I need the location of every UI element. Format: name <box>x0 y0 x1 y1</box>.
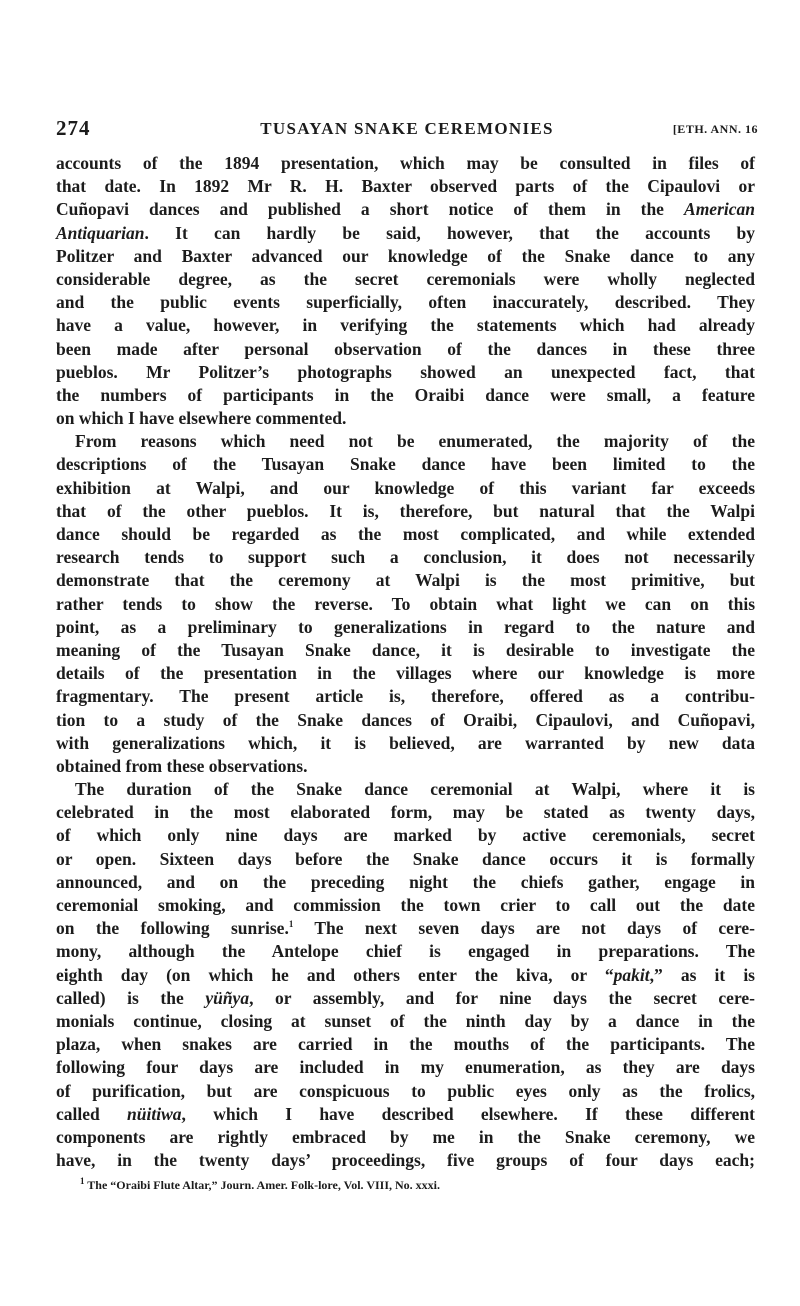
text-line: point, as a preliminary to generalizations in regard to the nature and <box>56 616 755 637</box>
text-line: fragmentary. The present article is, therefore, offered as a contribu- <box>56 686 755 707</box>
text-line: meaning of the Tusayan Snake dance, it is desirable to investigate the <box>56 639 755 660</box>
text-line: or open. Sixteen days before the Snake dance occurs it is formally <box>56 848 755 869</box>
running-title: TUSAYAN SNAKE CEREMONIES <box>260 119 554 138</box>
body-text <box>56 152 755 1172</box>
footnote-marker: 1 <box>80 1176 85 1186</box>
text-line: announced, and on the preceding night the chiefs gather, engage in <box>56 871 755 892</box>
text-line: been made after personal observation of the dances in these three <box>56 338 755 359</box>
text-line: and the public events superficially, often inaccurately, described. They <box>56 292 755 313</box>
text-line: called nüitiwa, which I have described elsewhere. If these different <box>56 1103 756 1124</box>
text-line: that of the other pueblos. It is, therefore, but natural that the Walpi <box>56 500 755 521</box>
text-line: components are rightly embraced by me in the Snake ceremony, we <box>56 1126 755 1147</box>
text-line: on the following sunrise.$^1$ The next seven days are not days of cere- <box>56 918 755 939</box>
italic-title: American <box>684 199 755 220</box>
italic-term: nüitiwa <box>127 1103 182 1124</box>
text-line: plaza, when snakes are carried in the mouths of the participants. The <box>56 1034 755 1055</box>
text-line: have a value, however, in verifying the statements which had already <box>56 315 755 336</box>
text-line: dance should be regarded as the most complicated, and while extended <box>56 524 755 544</box>
footnote-reference: 1 <box>288 919 294 930</box>
paragraph-end-line: on which I have elsewhere commented. <box>56 408 347 429</box>
text-line: of purification, but are conspicuous to public eyes only as the frolics, <box>56 1080 755 1101</box>
text-line: following four days are included in my enumeration, as they are days <box>56 1057 755 1078</box>
text-line: mony, although the Antelope chief is engaged in preparations. The <box>56 941 755 962</box>
footnote <box>56 1177 755 1193</box>
text-line: of which only nine days are marked by active ceremonials, secret <box>56 825 755 846</box>
italic-title: Antiquarian <box>56 222 145 243</box>
text-line: with generalizations which, it is believed, are warranted by new data <box>56 732 755 753</box>
text-line: research tends to support such a conclusion, it does not necessarily <box>56 547 755 568</box>
text-line: the numbers of participants in the Oraibi dance were small, a feature <box>56 384 755 405</box>
text-line: that date. In 1892 Mr R. H. Baxter observed parts of the Cipaulovi or <box>56 176 755 197</box>
text-line: have, in the twenty days’ proceedings, five groups of four days each; <box>56 1150 755 1171</box>
series-tag: [ETH. ANN. 16 <box>672 122 758 136</box>
italic-term: yüñya <box>205 987 250 1008</box>
text-line: eighth day (on which he and others enter the kiva, or “pakit,” as it is <box>56 964 755 985</box>
paragraph-start-line: The duration of the Snake dance ceremonial at Walpi, where it is <box>75 779 755 800</box>
text-line: tion to a study of the Snake dances of Oraibi, Cipaulovi, and Cuñopavi, <box>56 709 755 730</box>
text-line: exhibition at Walpi, and our knowledge of this variant far exceeds <box>56 477 755 498</box>
text-line: monials continue, closing at sunset of the ninth day by a dance in the <box>56 1010 755 1031</box>
page-number: 274 <box>56 116 91 140</box>
text-line: considerable degree, as the secret ceremonials were wholly neglected <box>56 268 755 289</box>
text-line: celebrated in the most elaborated form, may be stated as twenty days, <box>56 802 755 823</box>
paragraph-start-line: From reasons which need not be enumerated, the majority of the <box>75 431 755 452</box>
text-line: pueblos. Mr Politzer’s photographs showed an unexpected fact, that <box>56 361 755 382</box>
text-line: rather tends to show the reverse. To obtain what light we can on this <box>56 593 755 614</box>
italic-term: pakit <box>613 964 650 985</box>
running-head <box>56 116 758 140</box>
text-line: ceremonial smoking, and commission the town crier to call out the date <box>56 895 755 915</box>
footnote-text: The “Oraibi Flute Altar,” Journ. Amer. Folk-lore, Vol. VIII, No. xxxi. <box>87 1178 440 1192</box>
text-line: descriptions of the Tusayan Snake dance have been limited to the <box>56 454 755 475</box>
text-line: Antiquarian. It can hardly be said, however, that the accounts by <box>56 222 755 243</box>
text-line: demonstrate that the ceremony at Walpi is the most primitive, but <box>56 570 755 591</box>
text-line: accounts of the 1894 presentation, which may be consulted in files of <box>56 153 755 173</box>
paragraph-end-line: obtained from these observations. <box>56 755 308 776</box>
text-line: called) is the yüñya, or assembly, and for nine days the secret cere- <box>56 987 755 1008</box>
text-line: details of the presentation in the villages where our knowledge is more <box>56 663 755 684</box>
text-line: Politzer and Baxter advanced our knowledge of the Snake dance to any <box>56 245 755 266</box>
text-line: Cuñopavi dances and published a short notice of them in the American <box>56 199 755 220</box>
